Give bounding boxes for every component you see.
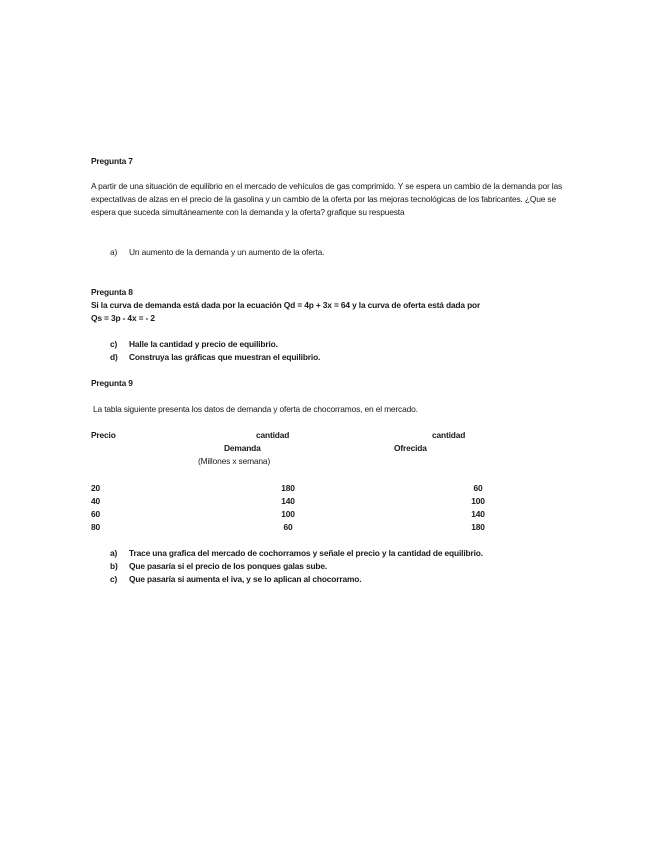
question-8-heading: Pregunta 8 — [91, 287, 133, 297]
table-cell-demanda: 60 — [283, 522, 293, 532]
table-header-oferta-mid: Ofrecida — [394, 443, 427, 453]
table-cell-demanda: 100 — [281, 509, 295, 519]
question-8-line-1: Si la curva de demanda está dada por la ecuación Qd = 4p + 3x = 64 y la curva de oferta está dada por — [91, 300, 481, 310]
table-cell-oferta: 60 — [473, 483, 483, 493]
table-header-demanda-top: cantidad — [256, 430, 290, 440]
list-marker: c) — [110, 574, 118, 584]
table-header-oferta-top: cantidad — [432, 430, 466, 440]
table-cell-precio: 40 — [91, 496, 101, 506]
list-marker: b) — [110, 561, 118, 571]
table-cell-demanda: 140 — [281, 496, 295, 506]
table-cell-precio: 60 — [91, 509, 101, 519]
list-item-text: Que pasaría si el precio de los ponques galas sube. — [129, 561, 328, 571]
list-marker: a) — [110, 548, 118, 558]
question-8-line-2: Qs = 3p - 4x = - 2 — [91, 313, 155, 323]
question-7-text: A partir de una situación de equilibrio en el mercado de vehículos de gas comprimido. Y se espera un cambio de la demanda por las expectativas de alzas en el precio de la gasolina y un cambio de la oferta por las mejoras tecnológicas de los fabricantes. ¿Que se espera que suceda simultáneamente con la demanda y la oferta? grafique su respuesta — [91, 181, 563, 217]
question-9-intro: La tabla siguiente presenta los datos de demanda y oferta de chocorramos, en el mercado. — [93, 404, 418, 414]
list-item-text: Trace una grafica del mercado de cochorramos y señale el precio y la cantidad de equilibrio. — [129, 548, 483, 558]
question-9-heading: Pregunta 9 — [91, 378, 133, 388]
table-header-demanda-mid: Demanda — [224, 443, 261, 453]
list-item-text: Construya las gráficas que muestran el equilibrio. — [129, 352, 321, 362]
list-marker: a) — [110, 247, 118, 257]
list-item-text: Un aumento de la demanda y un aumento de la oferta. — [129, 247, 325, 257]
question-7-heading: Pregunta 7 — [91, 156, 133, 166]
table-cell-precio: 80 — [91, 522, 101, 532]
list-item-text: Halle la cantidad y precio de equilibrio. — [129, 339, 278, 349]
table-header-demanda-unit: (Millones x semana) — [198, 456, 271, 466]
table-cell-oferta: 180 — [471, 522, 485, 532]
table-cell-oferta: 100 — [471, 496, 485, 506]
table-cell-demanda: 180 — [281, 483, 295, 493]
table-cell-oferta: 140 — [471, 509, 485, 519]
table-cell-precio: 20 — [91, 483, 101, 493]
table-header-precio: Precio — [91, 430, 116, 440]
list-item-text: Que pasaría si aumenta el iva, y se lo aplican al chocorramo. — [129, 574, 362, 584]
list-marker: d) — [110, 352, 118, 362]
list-marker: c) — [110, 339, 118, 349]
